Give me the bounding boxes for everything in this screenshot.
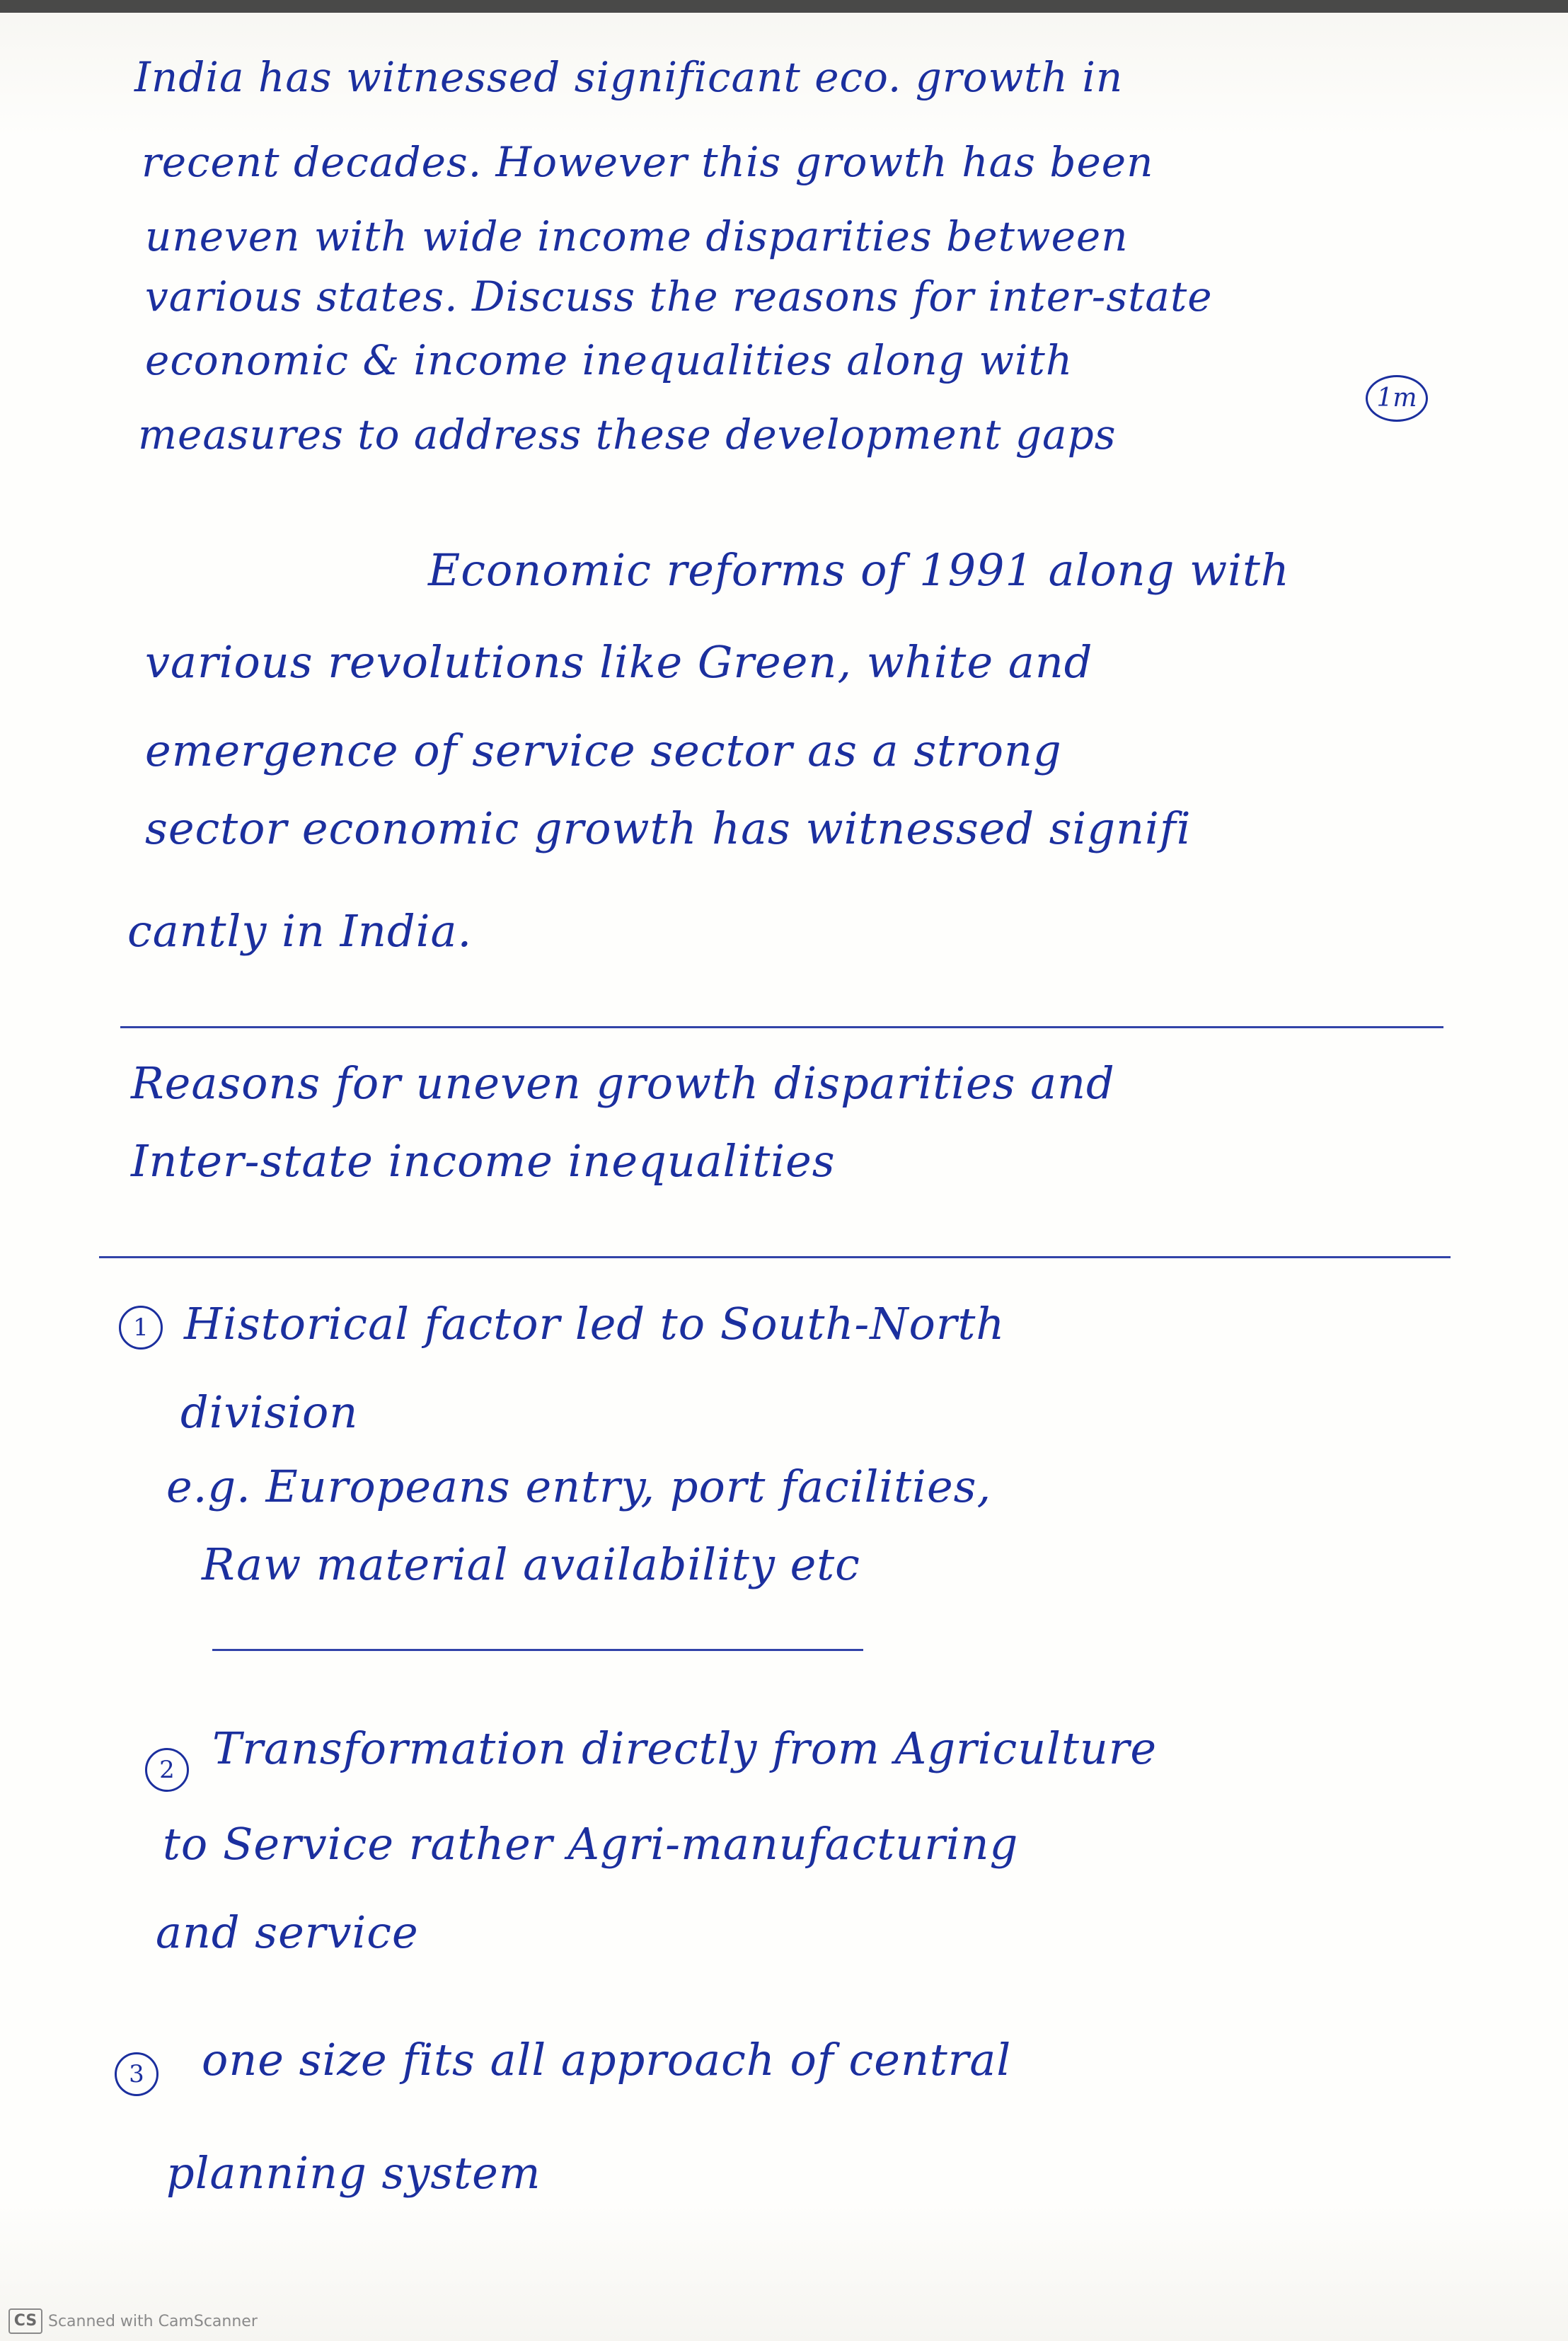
point-1-underline xyxy=(212,1649,863,1651)
point-2-line-2: to Service rather Agri-manufacturing xyxy=(163,1818,1019,1870)
question-line-4: various states. Discuss the reasons for inter-state xyxy=(145,272,1213,321)
divider-2 xyxy=(99,1256,1451,1258)
point-1-line-1: Historical factor led to South-North xyxy=(184,1298,1005,1350)
point-3-number: 3 xyxy=(115,2052,158,2096)
intro-line-5: cantly in India. xyxy=(127,905,473,957)
intro-line-1: Economic reforms of 1991 along with xyxy=(428,544,1290,596)
question-line-1: India has witnessed significant eco. growth in xyxy=(134,53,1124,101)
point-1-line-4: Raw material availability etc xyxy=(202,1538,860,1590)
point-2-line-3: and service xyxy=(156,1906,419,1958)
point-2-line-1: Transformation directly from Agriculture xyxy=(212,1722,1158,1774)
intro-line-2: various revolutions like Green, white and xyxy=(145,636,1093,688)
camscanner-watermark: Scanned with CamScanner xyxy=(48,2313,258,2330)
point-1-line-2: division xyxy=(180,1386,359,1438)
intro-line-4: sector economic growth has witnessed signifi xyxy=(145,803,1192,854)
heading-line-2: Inter-state income inequalities xyxy=(131,1135,836,1187)
point-1-number: 1 xyxy=(119,1306,163,1350)
point-2-number: 2 xyxy=(145,1748,189,1792)
point-1-line-3: e.g. Europeans entry, port facilities, xyxy=(166,1461,992,1512)
question-line-6: measures to address these development gaps xyxy=(138,410,1117,459)
divider-1 xyxy=(120,1026,1443,1028)
question-line-3: uneven with wide income disparities between xyxy=(145,212,1129,260)
heading-line-1: Reasons for uneven growth disparities and xyxy=(131,1057,1115,1109)
question-line-2: recent decades. However this growth has been xyxy=(142,138,1154,186)
point-3-line-1: one size fits all approach of central xyxy=(202,2034,1012,2086)
question-line-5: economic & income inequalities along with xyxy=(145,336,1073,384)
intro-line-3: emergence of service sector as a strong xyxy=(145,725,1062,776)
page-top-edge xyxy=(0,0,1568,13)
marks-badge: 1m xyxy=(1366,375,1428,422)
camscanner-logo: CS xyxy=(8,2308,42,2334)
point-3-line-2: planning system xyxy=(166,2147,541,2199)
